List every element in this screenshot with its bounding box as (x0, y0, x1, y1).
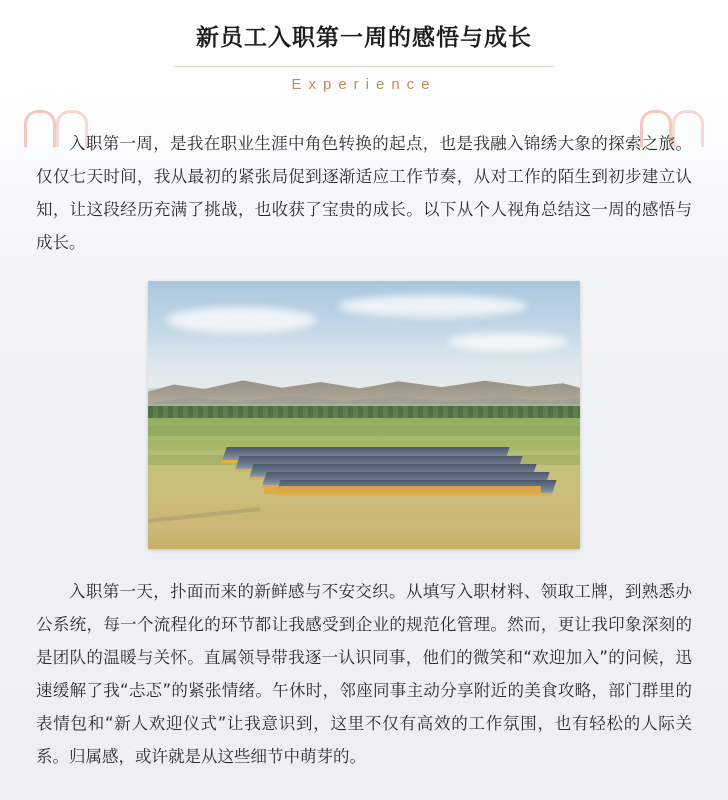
article-header (0, 0, 728, 93)
yard-wall (264, 486, 540, 494)
paragraph-2: 入职第一天，扑面而来的新鲜感与不安交织。从填写入职材料、领取工牌，到熟悉办公系统，每一个流程化的环节都让我感受到企业的规范化管理。然而，更让我印象深刻的是团队的温暖与关怀。直属领导带我逐一认识同事，他们的微笑和“欢迎加入”的问候，迅速缓解了我“忐忑”的紧张情绪。午休时，邻座同事主动分享附近的美食攻略，部门群里的表情包和“新人欢迎仪式”让我意识到，这里不仅有高效的工作氛围，也有轻松的人际关系。归属感，或许就是从这些细节中萌芽的。 (36, 582, 692, 767)
page-subtitle: Experience (291, 76, 437, 94)
cloud (448, 333, 568, 351)
cloud (166, 307, 316, 333)
article-figure (148, 281, 580, 549)
cloud (338, 295, 528, 317)
field-stripe (148, 426, 580, 436)
factory-buildings (217, 447, 554, 495)
paragraph-1: 入职第一周，是我在职业生涯中角色转换的起点，也是我融入锦绣大象的探索之旅。仅仅七天时间，我从最初的紧张局促到逐渐适应工作节奏，从对工作的陌生到初步建立认知，让这段经历充满了挑战，也收获了宝贵的成长。以下从个人视角总结这一周的感悟与成长。 (36, 134, 692, 253)
factory-aerial-photo (148, 281, 580, 549)
article-body (0, 127, 728, 773)
title-divider (174, 66, 554, 67)
page-title: 新员工入职第一周的感悟与成长 (196, 25, 532, 51)
sky (148, 281, 580, 388)
foreground-field (148, 512, 580, 550)
